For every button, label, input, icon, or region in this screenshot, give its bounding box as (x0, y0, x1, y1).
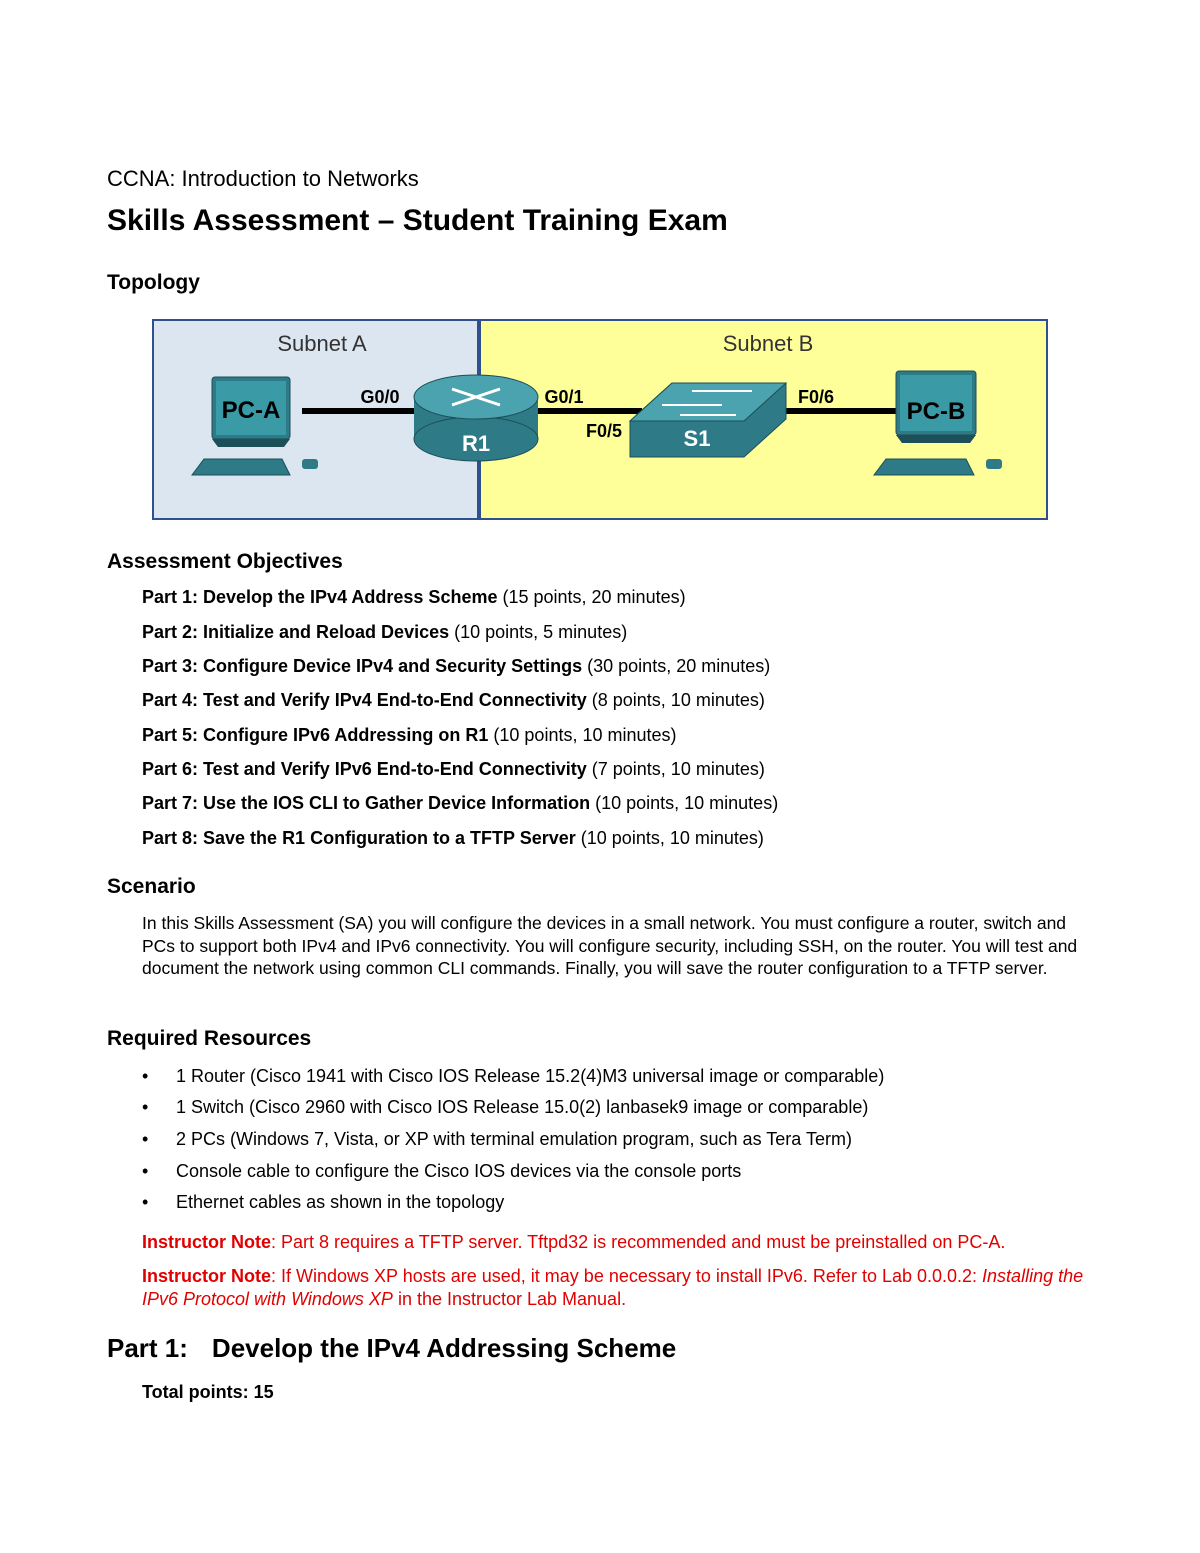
instructor-note (142, 1265, 1102, 1311)
objective-item (142, 656, 770, 677)
objective-detail: (10 points, 10 minutes) (488, 725, 677, 745)
resource-text: Ethernet cables as shown in the topology (176, 1192, 505, 1212)
part1-heading (107, 1333, 676, 1364)
resource-text: 1 Router (Cisco 1941 with Cisco IOS Release 15.2(4)M3 universal image or comparable) (176, 1066, 885, 1086)
note-text: : If Windows XP hosts are used, it may be necessary to install IPv6. Refer to Lab 0.0.0.2: (271, 1266, 983, 1286)
note-label: Instructor Note (142, 1232, 272, 1252)
scenario-heading: Scenario (107, 875, 196, 898)
objective-detail: (7 points, 10 minutes) (586, 759, 765, 779)
objective-title: Part 4: Test and Verify IPv4 End-to-End Connectivity (142, 690, 587, 710)
note-text: in the Instructor Lab Manual. (392, 1289, 627, 1309)
switch-label: S1 (683, 426, 711, 451)
objective-detail: (30 points, 20 minutes) (582, 656, 771, 676)
part1-title: Develop the IPv4 Addressing Scheme (211, 1333, 677, 1363)
objective-detail: (8 points, 10 minutes) (586, 690, 765, 710)
objective-detail: (10 points, 5 minutes) (449, 622, 628, 642)
objective-item (142, 725, 677, 746)
scenario-text: In this Skills Assessment (SA) you will configure the devices in a small network. You must configure a router, switch and PCs to support both IPv4 and IPv6 connectivity. You will configure security, including SSH, on the router. You will test and document the network using common CLI commands. Finally, you will save the router configuration to a TFTP server. (142, 913, 1078, 978)
objective-detail: (10 points, 10 minutes) (590, 793, 779, 813)
objective-item (142, 587, 686, 608)
topology-diagram (152, 319, 1048, 520)
resource-text: Console cable to configure the Cisco IOS devices via the console ports (176, 1161, 742, 1181)
page-title: Skills Assessment – Student Training Exam (107, 204, 728, 237)
objective-title: Part 7: Use the IOS CLI to Gather Device Information (142, 793, 591, 813)
part1-number: Part 1: (107, 1333, 188, 1363)
objective-title: Part 6: Test and Verify IPv6 End-to-End Connectivity (142, 759, 587, 779)
objective-item (142, 759, 765, 780)
bullet: • (142, 1066, 149, 1086)
total-points: Total points: 15 (142, 1382, 274, 1402)
objective-title: Part 1: Develop the IPv4 Address Scheme (142, 587, 498, 607)
course-title: CCNA: Introduction to Networks (107, 166, 419, 191)
topology-heading: Topology (107, 271, 200, 294)
objective-title: Part 8: Save the R1 Configuration to a TFTP Server (142, 828, 576, 848)
bullet: • (142, 1192, 149, 1212)
bullet: • (142, 1161, 149, 1181)
bullet: • (142, 1097, 149, 1117)
objective-title: Part 5: Configure IPv6 Addressing on R1 (142, 725, 489, 745)
subnet-b-label: Subnet B (722, 331, 814, 356)
note-text: : Part 8 requires a TFTP server. Tftpd32 is recommended and must be preinstalled on PC-A. (271, 1232, 1006, 1252)
port-s1-f06: F0/6 (797, 387, 835, 407)
bullet: • (142, 1129, 149, 1149)
router-label: R1 (461, 431, 491, 456)
subnet-a-label: Subnet A (277, 331, 367, 356)
port-r1-g01: G0/1 (544, 387, 584, 407)
instructor-note (142, 1231, 1102, 1254)
objective-title: Part 2: Initialize and Reload Devices (142, 622, 450, 642)
pc-a-label: PC-A (221, 397, 281, 424)
objective-item (142, 828, 764, 849)
note-label: Instructor Note (142, 1266, 272, 1286)
note-lab-title: Installing the IPv6 Protocol with Windows XP (142, 1266, 1084, 1309)
objective-item (142, 793, 778, 814)
resource-text: 2 PCs (Windows 7, Vista, or XP with terminal emulation program, such as Tera Term) (176, 1129, 852, 1149)
objective-title: Part 3: Configure Device IPv4 and Security Settings (142, 656, 583, 676)
resources-heading: Required Resources (107, 1027, 312, 1050)
resource-text: 1 Switch (Cisco 2960 with Cisco IOS Release 15.0(2) lanbasek9 image or comparable) (176, 1097, 869, 1117)
port-s1-f05: F0/5 (585, 421, 623, 441)
port-r1-g00: G0/0 (360, 387, 400, 407)
objective-detail: (15 points, 20 minutes) (497, 587, 686, 607)
objective-detail: (10 points, 10 minutes) (575, 828, 764, 848)
objective-item (142, 622, 627, 643)
objectives-heading: Assessment Objectives (107, 550, 343, 573)
objective-item (142, 690, 765, 711)
pc-b-label: PC-B (906, 398, 966, 425)
